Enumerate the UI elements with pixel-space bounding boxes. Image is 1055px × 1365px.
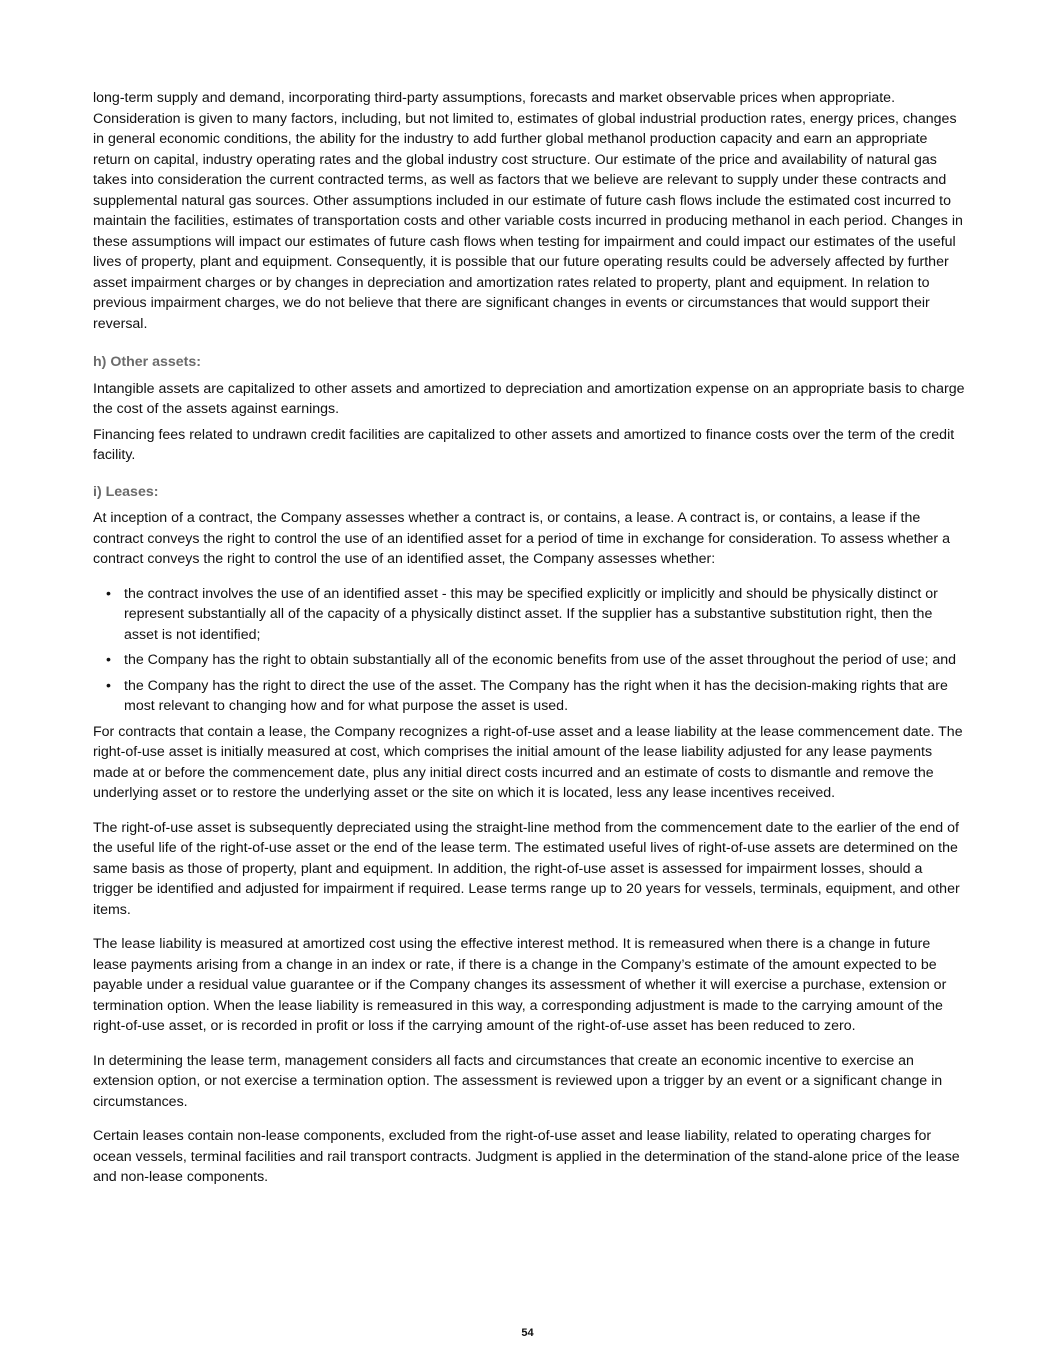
paragraph-intangible-assets: Intangible assets are capitalized to other assets and amortized to depreciation and amortization expense on an appropriate basis to charge the cost of the assets against earnings. — [93, 380, 965, 417]
document-page — [93, 88, 965, 1188]
list-item-text: the Company has the right to direct the use of the asset. The Company has the right when it has the decision-making rights that are most relevant to changing how and for what purpose the asset is used. — [124, 677, 948, 714]
bullet-marker: • — [106, 585, 111, 602]
list-item-text: the Company has the right to obtain substantially all of the economic benefits from use of the asset throughout the period of use; and — [124, 652, 957, 668]
paragraph-right-of-use-depreciation: The right-of-use asset is subsequently depreciated using the straight-line method from the commencement date to the earlier of the end of the useful life of the right-of-use asset or the end of the lease term. The estimated useful lives of right-of-use assets are determined on the same basis as those of property, plant and equipment. In addition, the right-of-use asset is assessed for impairment losses, should a trigger be identified and adjusted for impairment if required. Lease terms range up to 20 years for vessels, terminals, equipment, and other items. — [93, 819, 960, 918]
lease-criteria-list — [93, 584, 965, 717]
bullet-marker: • — [106, 677, 111, 694]
paragraph-lease-recognition: For contracts that contain a lease, the Company recognizes a right-of-use asset and a lease liability at the lease commencement date. The right-of-use asset is initially measured at cost, which comprises the initial amount of the lease liability adjusted for any lease payments made at or before the commencement date, plus any initial direct costs incurred and an estimate of costs to dismantle and remove the underlying asset or to restore the underlying asset or the site on which it is located, less any lease incentives received. — [93, 723, 963, 801]
paragraph-financing-fees: Financing fees related to undrawn credit facilities are capitalized to other assets and amortized to finance costs over the term of the credit facility. — [93, 426, 955, 463]
paragraph-non-lease-components: Certain leases contain non-lease components, excluded from the right-of-use asset and lease liability, related to operating charges for ocean vessels, terminal facilities and rail transport contracts. Judgment is applied in the determination of the stand-alone price of the lease and non-lease components. — [93, 1128, 960, 1185]
paragraph-lease-term: In determining the lease term, management considers all facts and circumstances that create an economic incentive to exercise an extension option, or not exercise a termination option. The assessment is reviewed upon a trigger by an event or a significant change in circumstances. — [93, 1052, 943, 1110]
bullet-marker: • — [106, 652, 111, 668]
list-item — [93, 676, 965, 717]
list-item-text: the contract involves the use of an identified asset - this may be specified explicitly or implicitly and should be physically distinct or represent substantially all of the capacity of a physically distinct asset. If the supplier has a substantive substitution right, then the asset is not identified; — [124, 585, 938, 643]
paragraph-leases-intro: At inception of a contract, the Company assesses whether a contract is, or contains, a lease. A contract is, or contains, a lease if the contract conveys the right to control the use of an identified asset for a period of time in exchange for consideration. To assess whether a contract conveys the right to control the use of an identified asset, the Company assesses whether: — [93, 510, 950, 567]
heading-leases: i) Leases: — [93, 483, 159, 500]
heading-other-assets: h) Other assets: — [93, 354, 202, 370]
page-number: 54 — [521, 1327, 534, 1339]
paragraph-lease-liability: The lease liability is measured at amortized cost using the effective interest method. It is remeasured when there is a change in future lease payments arising from a change in an index or rate, if there is a change in the Company’s estimate of the amount expected to be payable under a residual value guarantee or if the Company changes its assessment of whether it will exercise a purchase, extension or termination option. When the lease liability is remeasured in this way, a corresponding adjustment is made to the carrying amount of the right-of-use asset, or is recorded in profit or loss if the carrying amount of the right-of-use asset has been reduced to zero. — [93, 936, 947, 1034]
list-item — [93, 584, 965, 646]
list-item — [93, 650, 965, 671]
paragraph-impairment-assumptions: long-term supply and demand, incorporating third-party assumptions, forecasts and market observable prices when appropriate. Consideration is given to many factors, including, but not limited to, estimates of global industrial production rates, energy prices, changes in general economic conditions, the ability for the industry to add further global methanol production capacity and earn an appropriate return on capital, industry operating rates and the global industry cost structure. Our estimate of the price and availability of natural gas takes into consideration the current contracted terms, as well as factors that we believe are relevant to supply under these contracts and supplemental natural gas sources. Other assumptions included in our estimate of future cash flows include the estimated cost incurred to maintain the facilities, estimates of transportation costs and other variable costs incurred in producing methanol in each period. Changes in these assumptions will impact our estimates of future cash flows when testing for impairment and could impact our estimates of the useful lives of property, plant and equipment. Consequently, it is possible that our future operating results could be adversely affected by further asset impairment charges or by changes in depreciation and amortization rates related to property, plant and equipment. In relation to previous impairment charges, we do not believe that there are significant changes in events or circumstances that would support their reversal. — [93, 90, 963, 332]
